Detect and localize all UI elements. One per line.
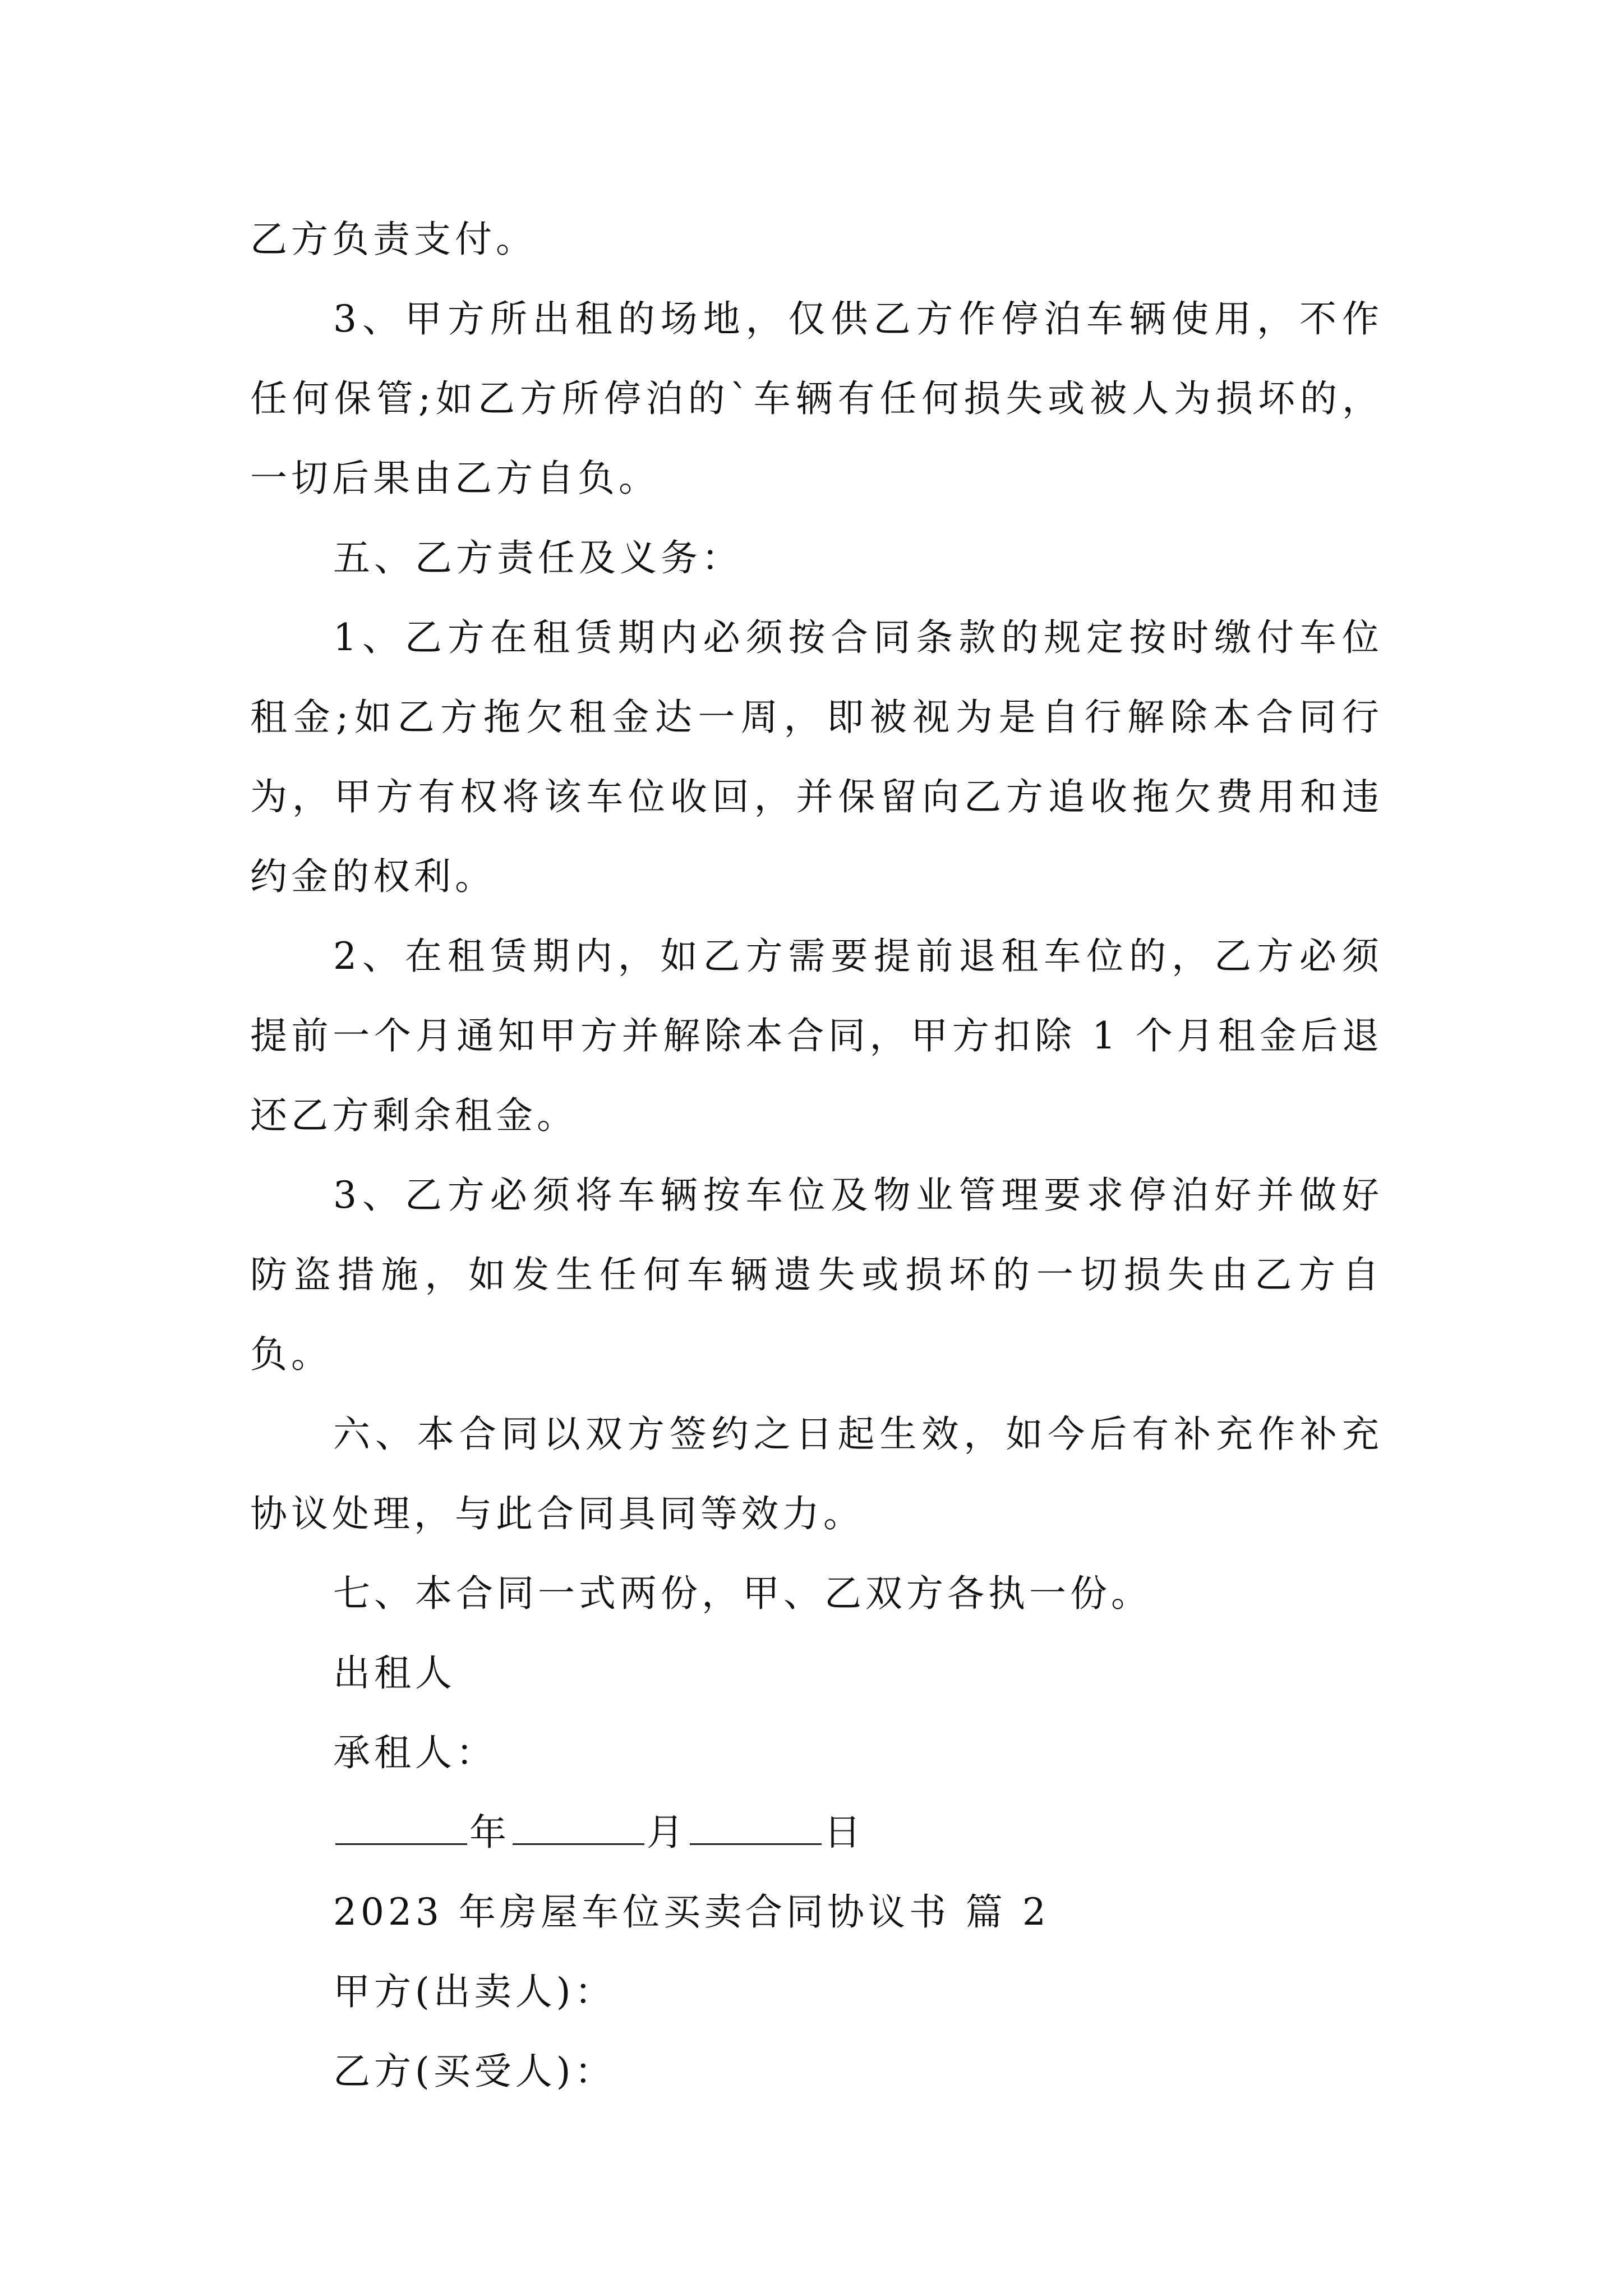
section-heading-party-b-duties: 五、乙方责任及义务：	[333, 536, 743, 579]
month-label: 月	[647, 1811, 688, 1854]
year-blank	[335, 1843, 467, 1845]
date-line	[250, 1793, 1383, 1872]
section-title-part-2: 2023 年房屋车位买卖合同协议书 篇 2	[333, 1890, 1050, 1934]
document-body	[250, 200, 1383, 2111]
lessee-signature-label: 承租人：	[333, 1731, 497, 1774]
paragraph-parking-safety-clause: 3、乙方必须将车辆按车位及物业管理要求停泊好并做好防盗措施，如发生任何车辆遗失或损坏的一切损失由乙方自负。	[250, 1174, 1383, 1376]
day-label: 日	[824, 1811, 865, 1854]
paragraph-site-use-clause: 3、甲方所出租的场地，仅供乙方作停泊车辆使用，不作任何保管;如乙方所停泊的`车辆有任何损失或被人为损坏的，一切后果由乙方自负。	[250, 297, 1383, 500]
paragraph-early-termination-clause: 2、在租赁期内，如乙方需要提前退租车位的，乙方必须提前一个月通知甲方并解除本合同，甲方扣除 1 个月租金后退还乙方剩余租金。	[250, 935, 1383, 1137]
day-blank	[690, 1843, 822, 1845]
lessor-signature-label: 出租人	[333, 1651, 456, 1695]
month-blank	[513, 1843, 644, 1845]
year-label: 年	[469, 1811, 510, 1854]
paragraph-effective-date-clause: 六、本合同以双方签约之日起生效，如今后有补充作补充协议处理，与此合同具同等效力。	[250, 1412, 1383, 1535]
paragraph-rent-payment-clause: 1、乙方在租赁期内必须按合同条款的规定按时缴付车位租金;如乙方拖欠租金达一周，即被视为是自行解除本合同行为，甲方有权将该车位收回，并保留向乙方追收拖欠费用和违约金的权利。	[250, 616, 1383, 898]
paragraph-payment-responsibility: 乙方负责支付。	[250, 218, 537, 261]
party-a-seller-label: 甲方(出卖人)：	[333, 1970, 616, 2013]
party-b-buyer-label: 乙方(买受人)：	[333, 2050, 616, 2093]
paragraph-copies-clause: 七、本合同一式两份，甲、乙双方各执一份。	[333, 1572, 1152, 1615]
